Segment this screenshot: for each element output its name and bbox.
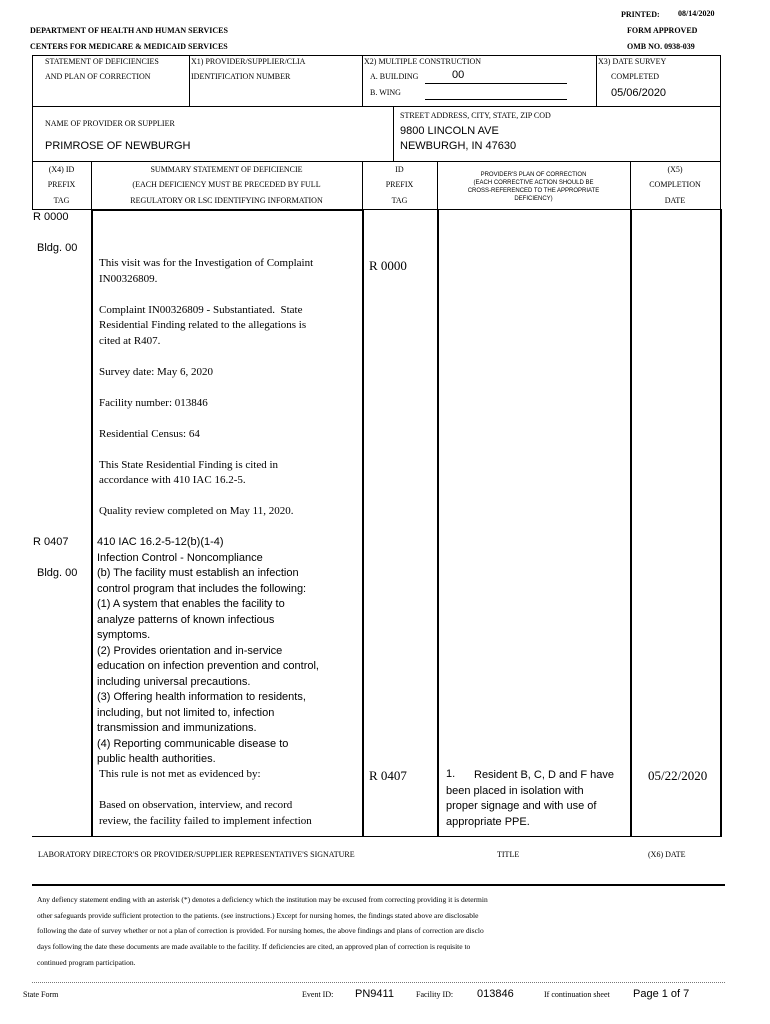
id-tag-r0407: R 0407 — [369, 768, 407, 783]
survey-date: 05/06/2020 — [611, 87, 667, 99]
disclaimer-line-1: Any defiency statement ending with an asterisk (*) denotes a deficiency which the institution may be excused from correcting providing it is determin — [37, 895, 488, 904]
deficiency-summary-1: This visit was for the Investigation of Complaint IN00326809. Complaint IN00326809 - Substantiated. State Residential Finding related to the allegations is cited at R407. Survey date: May 6, 2020 Facility number: 013846 Residential Census: 64 This State Residential Finding is cited in accordance with 410 IAC 16.2-5. Quality review completed on May 11, 2020. — [99, 257, 314, 517]
printed-label: PRINTED: — [621, 10, 660, 19]
id-header-3: TAG — [391, 196, 408, 205]
plan-item-number: 1. — [446, 768, 456, 780]
summary-header-2: (EACH DEFICIENCY MUST BE PRECEDED BY FULL — [132, 180, 321, 189]
x5-header-3: DATE — [664, 196, 686, 205]
x3-completed-label: COMPLETED — [611, 72, 659, 81]
department-title: DEPARTMENT OF HEALTH AND HUMAN SERVICES — [30, 26, 228, 35]
x1-id-label: IDENTIFICATION NUMBER — [191, 72, 291, 81]
event-id-label: Event ID: — [302, 990, 334, 999]
x5-header-2: COMPLETION — [649, 180, 701, 189]
completion-date: 05/22/2020 — [648, 768, 708, 783]
building-label: A. BUILDING — [370, 72, 419, 81]
deficiency-summary-2: 410 IAC 16.2-5-12(b)(1-4) Infection Control - Noncompliance (b) The facility must establish an infection control program that includes the following: (1) A system that enables the facility to analyze patterns of known infectious symptoms. (2) Provides orientation and in-service education on infection prevention and control, including universal precautions. (3) Offering health information to residents, including, but not limited to, infection transmission and immunizations. (4) Reporting communicable disease to public health authorities. — [97, 536, 319, 765]
disclaimer-line-4: days following the date these documents are made available to the facility. If deficiencies are cited, an approved plan of correction is requisite to — [37, 942, 471, 951]
centers-title: CENTERS FOR MEDICARE & MEDICAID SERVICES — [30, 42, 228, 51]
form-approved: FORM APPROVED — [627, 26, 698, 35]
facility-id-label: Facility ID: — [416, 990, 454, 999]
address-line-2: NEWBURGH, IN 47630 — [400, 140, 517, 152]
x3-label: X3) DATE SURVEY — [598, 57, 667, 66]
tag-r0000: R 0000 — [33, 211, 69, 223]
plan-header-3: CROSS-REFERENCED TO THE APPROPRIATE — [467, 188, 600, 194]
facility-id-value: 013846 — [477, 988, 514, 1000]
omb-number: OMB NO. 0938-039 — [627, 42, 695, 51]
x1-label: X1) PROVIDER/SUPPLIER/CLIA — [191, 57, 306, 66]
building-value: 00 — [452, 69, 465, 81]
disclaimer-line-3: following the date of survey whether or not a plan of correction is provided. For nursing homes, the above findings and plans of correction are disclo — [37, 926, 484, 935]
x4-header-2: PREFIX — [47, 180, 76, 189]
x4-header-1: (X4) ID — [48, 165, 75, 174]
deficiency-summary-3: This rule is not met as evidenced by: Based on observation, interview, and record review, the facility failed to implement infection — [99, 768, 312, 827]
printed-date: 08/14/2020 — [678, 9, 715, 18]
address-label: STREET ADDRESS, CITY, STATE, ZIP COD — [400, 111, 551, 120]
id-header-1: ID — [395, 165, 404, 174]
state-form-label: State Form — [23, 990, 59, 999]
page-number: Page 1 of 7 — [633, 988, 690, 1000]
statement-label-1: STATEMENT OF DEFICIENCIES — [45, 57, 159, 66]
tag-r0407: R 0407 — [33, 536, 69, 548]
id-tag-r0000: R 0000 — [369, 258, 407, 273]
x5-header-1: (X5) — [667, 165, 683, 174]
id-header-2: PREFIX — [385, 180, 414, 189]
wing-label: B. WING — [370, 88, 401, 97]
plan-of-correction: Resident B, C, D and F have been placed in isolation with proper signage and with use of appropriate PPE. — [446, 769, 615, 828]
summary-header-1: SUMMARY STATEMENT OF DEFICIENCIE — [150, 165, 303, 174]
disclaimer-line-5: continued program participation. — [37, 958, 136, 967]
plan-header-4: DEFICIENCY) — [514, 196, 553, 202]
building-tag-2: Bldg. 00 — [37, 567, 78, 579]
building-tag-1: Bldg. 00 — [37, 242, 78, 254]
plan-header-2: (EACH CORRECTIVE ACTION SHOULD BE — [473, 180, 594, 186]
statement-label-2: AND PLAN OF CORRECTION — [45, 72, 151, 81]
provider-name: PRIMROSE OF NEWBURGH — [45, 140, 191, 152]
title-label: TITLE — [497, 850, 520, 859]
provider-name-label: NAME OF PROVIDER OR SUPPLIER — [45, 119, 175, 128]
address-line-1: 9800 LINCOLN AVE — [400, 125, 499, 137]
continuation-label: If continuation sheet — [544, 990, 610, 999]
x4-header-3: TAG — [53, 196, 70, 205]
signature-label: LABORATORY DIRECTOR'S OR PROVIDER/SUPPLIER REPRESENTATIVE'S SIGNATURE — [38, 850, 355, 859]
event-id-value: PN9411 — [355, 988, 394, 1000]
x2-label: X2) MULTIPLE CONSTRUCTION — [364, 57, 482, 66]
disclaimer-line-2: other safeguards provide sufficient protection to the patients. (see instructions.) Except for nursing homes, the findings stated above are disclosable — [37, 911, 479, 920]
x6-date-label: (X6) DATE — [648, 850, 686, 859]
summary-header-3: REGULATORY OR LSC IDENTIFYING INFORMATION — [130, 196, 323, 205]
plan-header-1: PROVIDER'S PLAN OF CORRECTION — [480, 172, 587, 178]
